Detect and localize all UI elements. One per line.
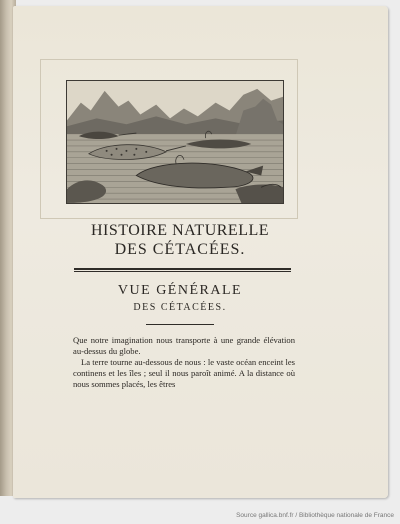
title-rule-thick — [74, 268, 291, 270]
source-credit: Source gallica.bnf.fr / Bibliothèque nationale de France — [236, 512, 394, 519]
paragraph-2: La terre tourne au-dessous de nous : le vaste océan enceint les continens et les îles ; seul il nous paroît animé. A la distance où nous sommes placés, les êtres — [73, 357, 295, 389]
section-rule — [146, 324, 214, 325]
whales-engraving-icon — [66, 80, 284, 204]
section-title: VUE GÉNÉRALE — [117, 283, 243, 298]
title-line-2: DES CÉTACÉES. — [114, 241, 246, 258]
title-line-1: HISTOIRE NATURELLE — [90, 222, 270, 239]
title-rule-thin — [74, 271, 291, 272]
paragraph-1: Que notre imagination nous transporte à une grande élévation au-dessus du globe. — [73, 335, 295, 356]
section-subtitle: DES CÉTACÉES. — [133, 302, 227, 313]
body-text — [73, 335, 295, 390]
